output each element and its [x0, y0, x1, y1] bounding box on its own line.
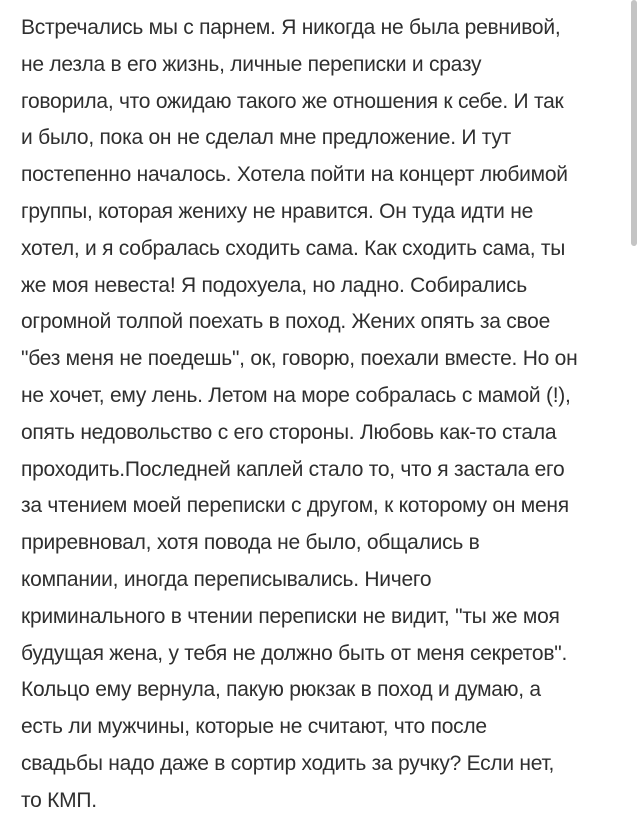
post-line: говорила, что ожидаю такого же отношения к себе. И так	[21, 89, 564, 113]
post-line: опять недовольство с его стороны. Любовь как-то стала	[21, 420, 557, 444]
post-line: компании, иногда переписывались. Ничего	[21, 567, 432, 591]
post-line: не лезла в его жизнь, личные переписки и сразу	[21, 52, 482, 76]
post-line: будущая жена, у тебя не должно быть от меня секретов".	[21, 641, 568, 665]
post-line: группы, которая жениху не нравится. Он туда идти не	[21, 199, 534, 223]
post-line: и было, пока он не сделал мне предложение. И тут	[21, 126, 512, 150]
post-line: приревновал, хотя повода не было, общались в	[21, 531, 480, 555]
post-line: за чтением моей переписки с другом, к которому он меня	[21, 494, 569, 518]
post-line: же моя невеста! Я подохуела, но ладно. Собирались	[21, 273, 528, 297]
scrollbar-thumb[interactable]	[631, 0, 637, 246]
post-line: Встречались мы с парнем. Я никогда не была ревнивой,	[21, 16, 561, 39]
post-line: "без меня не поедешь", ок, говорю, поехали вместе. Но он	[21, 347, 578, 371]
scrollbar[interactable]	[628, 0, 640, 840]
post-line: криминального в чтении переписки не видит, "ты же моя	[21, 604, 560, 628]
post-line: свадьбы надо даже в сортир ходить за ручку? Если нет,	[21, 751, 555, 775]
post-line: хотел, и я собралась сходить сама. Как сходить сама, ты	[21, 236, 566, 260]
post-line: проходить.Последней каплей стало то, что я застала его	[21, 457, 565, 481]
post-text	[21, 10, 619, 820]
post-line: огромной толпой поехать в поход. Жених опять за свое	[21, 310, 551, 334]
post-line: то КМП.	[21, 788, 97, 812]
post-line: не хочет, ему лень. Летом на море собралась с мамой (!),	[21, 383, 571, 407]
post-line: есть ли мужчины, которые не считают, что после	[21, 715, 487, 739]
post-line: постепенно началось. Хотела пойти на концерт любимой	[21, 163, 568, 187]
post-line: Кольцо ему вернула, пакую рюкзак в поход и думаю, а	[21, 678, 541, 702]
